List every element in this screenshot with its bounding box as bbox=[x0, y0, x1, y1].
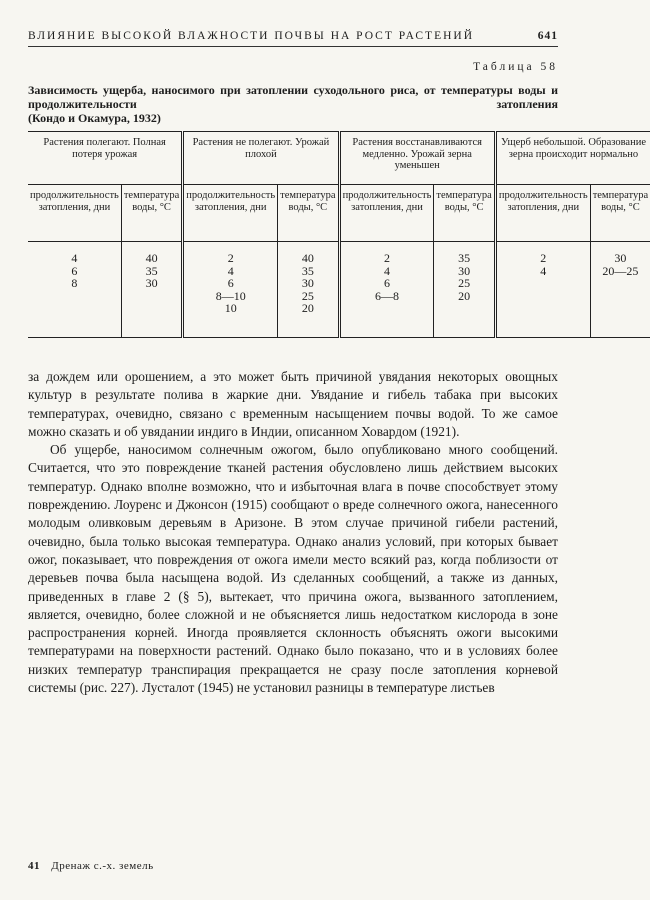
duration-column bbox=[183, 242, 278, 338]
table-caption-text: Зависимость ущерба, наносимого при затоплении суходольного риса, от температуры воды и продолжительности затопления bbox=[28, 83, 558, 111]
table-cell: 6 bbox=[227, 276, 234, 290]
table-cell: 20 bbox=[301, 301, 314, 315]
subheader-temperature: температура воды, °С bbox=[121, 185, 182, 242]
running-head-title: ВЛИЯНИЕ ВЫСОКОЙ ВЛАЖНОСТИ ПОЧВЫ НА РОСТ РАСТЕНИЙ bbox=[28, 30, 475, 42]
table-cell: 25 bbox=[458, 276, 471, 290]
subheader-duration: продолжительность затопления, дни bbox=[495, 185, 590, 242]
paragraph: за дождем или орошением, а это может быть причиной увядания некоторых овощных культур в результате полива в жаркие дни. Увядание и гибель табака при высоких температурах, очевидно, связано с временным насыщением почвы водой. То же самое можно сказать и об увядании индиго в Индии, описанном Ховардом (1921). bbox=[28, 369, 558, 439]
signature-number: 41 bbox=[28, 860, 40, 872]
subheader-duration: продолжительность затопления, дни bbox=[183, 185, 278, 242]
subheader-temperature: температура воды, °С bbox=[434, 185, 495, 242]
temperature-column bbox=[590, 242, 650, 338]
signature-footer bbox=[28, 860, 154, 872]
duration-column bbox=[495, 242, 590, 338]
table-cell: 35 bbox=[145, 263, 158, 278]
temperature-column bbox=[434, 242, 495, 338]
table-cell: 2 bbox=[383, 251, 390, 265]
table-cell: 4 bbox=[540, 263, 547, 278]
signature-title: Дренаж с.-х. земель bbox=[51, 860, 154, 872]
table-cell: 30 bbox=[301, 276, 314, 290]
duration-column bbox=[339, 242, 434, 338]
group-header-1: Растения полегают. Полная потеря урожая bbox=[28, 132, 183, 185]
table-caption-source: (Кондо и Окамура, 1932) bbox=[28, 111, 161, 125]
table-cell: 35 bbox=[458, 251, 471, 265]
table-cell: 40 bbox=[145, 251, 158, 265]
table-cell: 6—8 bbox=[374, 288, 399, 303]
table-cell: 2 bbox=[227, 251, 234, 265]
group-header-3: Растения восстанавливаются медленно. Урожай зерна уменьшен bbox=[339, 132, 495, 185]
table-cell: 2 bbox=[540, 251, 547, 265]
table-cell: 10 bbox=[224, 301, 237, 315]
table-cell: 35 bbox=[301, 263, 314, 278]
paragraph: Об ущербе, наносимом солнечным ожогом, было опубликовано много сообщений. Считается, что это повреждение тканей растения обусловлено лишь действием высоких температур. Однако вполне возможно, что и избыточная влага в почве способствует этому повреждению. Лоуренс и Джонсон (1915) сообщают о вреде солнечного ожога, нанесенного молодым оливковым деревьям в Аризоне. В этом случае причиной гибели растений, очевидно, была только высокая температура. Однако анализ условий, при которых бывает ожог, показывает, что повреждения от ожога имели место всякий раз, когда поблизости от деревьев почва была насыщена водой. Из сделанных сообщений, а также из данных, приведенных в главе 2 (§ 5), вытекает, что причина ожога, вызванного затоплением, является, очевидно, более сложной и не объясняется лишь недостатком кислорода в зоне распространения корней. Иногда проявляется склонность объяснять ожоги высокими температурами на поверхности растений. Однако было показано, что и в условиях более низких температур транспирация прекращается не сразу после затопления корневой системы (рис. 227). Лусталот (1945) не установил разницы в температуре листьев bbox=[28, 442, 558, 696]
table-caption bbox=[28, 83, 558, 125]
subheader-temperature: температура воды, °С bbox=[278, 185, 339, 242]
running-head bbox=[28, 30, 558, 47]
table-cell: 30 bbox=[458, 263, 471, 278]
group-header-2: Растения не полегают. Урожай плохой bbox=[183, 132, 339, 185]
duration-column bbox=[28, 242, 121, 338]
body-text bbox=[28, 368, 558, 697]
table-label: Таблица 58 bbox=[473, 61, 558, 73]
group-header-4: Ущерб небольшой. Образование зерна происходит нормально bbox=[495, 132, 650, 185]
table-cell: 4 bbox=[383, 263, 390, 278]
subheader-temperature: температура воды, °С bbox=[590, 185, 650, 242]
temperature-column bbox=[121, 242, 182, 338]
page-number: 641 bbox=[537, 30, 558, 42]
temperature-column bbox=[278, 242, 339, 338]
subheader-duration: продолжительность затопления, дни bbox=[28, 185, 121, 242]
table-cell: 20—25 bbox=[602, 263, 639, 278]
table-cell: 8—10 bbox=[215, 288, 246, 303]
table-cell: 20 bbox=[458, 288, 471, 303]
table-cell: 30 bbox=[614, 251, 627, 265]
table-cell: 40 bbox=[301, 251, 314, 265]
subheader-duration: продолжительность затопления, дни bbox=[339, 185, 434, 242]
table-cell: 25 bbox=[301, 288, 314, 303]
table-cell: 4 bbox=[71, 251, 78, 265]
table-cell: 6 bbox=[383, 276, 390, 290]
book-page bbox=[28, 30, 649, 697]
data-table bbox=[28, 131, 650, 338]
table-cell: 30 bbox=[145, 276, 158, 290]
table-cell: 8 bbox=[71, 276, 78, 290]
table-cell: 6 bbox=[71, 263, 78, 278]
table-cell: 4 bbox=[227, 263, 234, 278]
